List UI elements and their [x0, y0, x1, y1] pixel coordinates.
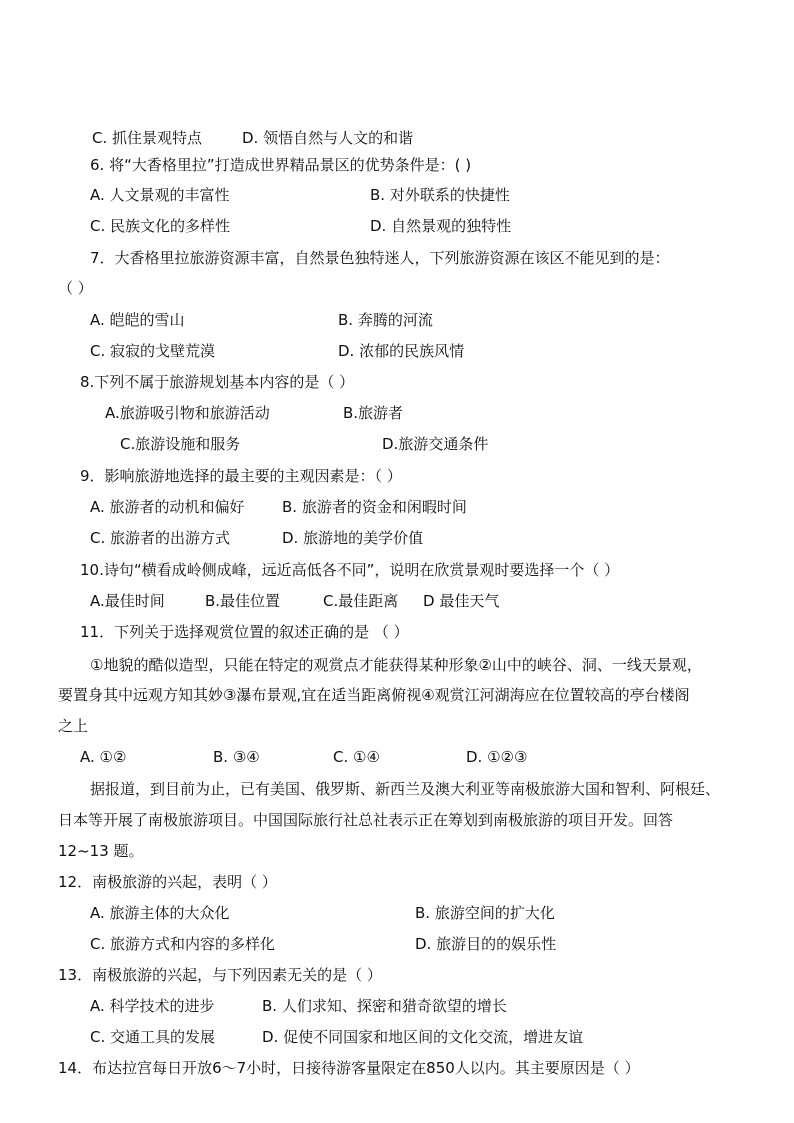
question-8: 8.下列不属于旅游规划基本内容的是（ ） — [80, 373, 355, 391]
q10-option-a: A.最佳时间 — [90, 592, 165, 610]
q12-option-a: A. 旅游主体的大众化 — [90, 904, 230, 922]
q11-statement-2: 要置身其中远观方知其妙③瀑布景观,宜在适当距离俯视④观赏江河湖海应在位置较高的亭台楼阁 — [58, 686, 690, 704]
q10-option-b: B.最佳位置 — [205, 592, 281, 610]
q12-option-c: C. 旅游方式和内容的多样化 — [90, 935, 276, 953]
q6-option-b: B. 对外联系的快捷性 — [370, 186, 510, 204]
passage-line-1: 据报道，到目前为止，已有美国、俄罗斯、新西兰及澳大利亚等南极旅游大国和智利、阿根廷、 — [90, 780, 721, 798]
q10-option-c: C.最佳距离 — [323, 592, 399, 610]
q12-option-b: B. 旅游空间的扩大化 — [415, 904, 555, 922]
question-13: 13．南极旅游的兴起，与下列因素无关的是（ ） — [58, 966, 382, 984]
q10-option-d: D 最佳天气 — [423, 592, 500, 610]
q13-option-b: B. 人们求知、探密和猎奇欲望的增长 — [262, 997, 507, 1015]
q11-option-a: A. ①② — [80, 748, 127, 766]
q7-option-c: C. 寂寂的戈壁荒漠 — [90, 342, 216, 360]
q12-option-d: D. 旅游目的的娱乐性 — [415, 935, 557, 953]
q7-option-b: B. 奔腾的河流 — [338, 311, 433, 329]
q6-option-c: C. 民族文化的多样性 — [90, 217, 231, 235]
q8-option-d: D.旅游交通条件 — [382, 435, 489, 453]
q8-option-b: B.旅游者 — [343, 404, 404, 422]
q7-option-d: D. 浓郁的民族风情 — [338, 342, 465, 360]
q8-option-a: A.旅游吸引物和旅游活动 — [105, 404, 270, 422]
q9-option-c: C. 旅游者的出游方式 — [90, 529, 231, 547]
q13-option-a: A. 科学技术的进步 — [90, 997, 215, 1015]
question-12: 12．南极旅游的兴起，表明（ ） — [58, 873, 277, 891]
q11-statement-1: ①地貌的酷似造型，只能在特定的观赏点才能获得某种形象②山中的峡谷、洞、一线天景观， — [90, 656, 702, 674]
q7-option-a: A. 皑皑的雪山 — [90, 311, 185, 329]
passage-line-3: 12~13 题。 — [58, 842, 144, 860]
question-7-blank: （ ） — [58, 279, 93, 297]
q9-option-a: A. 旅游者的动机和偏好 — [90, 498, 245, 516]
q13-option-c: C. 交通工具的发展 — [90, 1028, 216, 1046]
q8-option-c: C.旅游设施和服务 — [120, 435, 241, 453]
passage-line-2: 日本等开展了南极旅游项目。中国国际旅行社总社表示正在筹划到南极旅游的项目开发。回答 — [58, 811, 674, 829]
question-10: 10.诗句“横看成岭侧成峰，远近高低各不同”，说明在欣赏景观时要选择一个（ ） — [80, 561, 620, 579]
q11-option-c: C. ①④ — [333, 748, 380, 766]
q5-option-c: C. 抓住景观特点 — [92, 129, 203, 147]
q11-option-d: D. ①②③ — [466, 748, 528, 766]
q9-option-d: D. 旅游地的美学价值 — [282, 529, 424, 547]
question-6: 6. 将“大香格里拉”打造成世界精品景区的优势条件是：( ) — [90, 156, 472, 174]
q9-option-b: B. 旅游者的资金和闲暇时间 — [282, 498, 467, 516]
q13-option-d: D. 促使不同国家和地区间的文化交流，增进友谊 — [262, 1028, 584, 1046]
question-7: 7．大香格里拉旅游资源丰富，自然景色独特迷人，下列旅游资源在该区不能见到的是： — [90, 249, 670, 267]
q6-option-d: D. 自然景观的独特性 — [370, 217, 512, 235]
q11-option-b: B. ③④ — [213, 748, 260, 766]
q11-statement-3: 之上 — [58, 717, 89, 735]
question-9: 9．影响旅游地选择的最主要的主观因素是：（ ） — [80, 467, 402, 485]
question-11: 11．下列关于选择观赏位置的叙述正确的是 （ ） — [80, 623, 409, 641]
question-14: 14．布达拉宫每日开放6～7小时，日接待游客量限定在850人以内。其主要原因是（ ） — [58, 1059, 640, 1077]
q5-option-d: D. 领悟自然与人文的和谐 — [242, 129, 414, 147]
q6-option-a: A. 人文景观的丰富性 — [90, 186, 230, 204]
